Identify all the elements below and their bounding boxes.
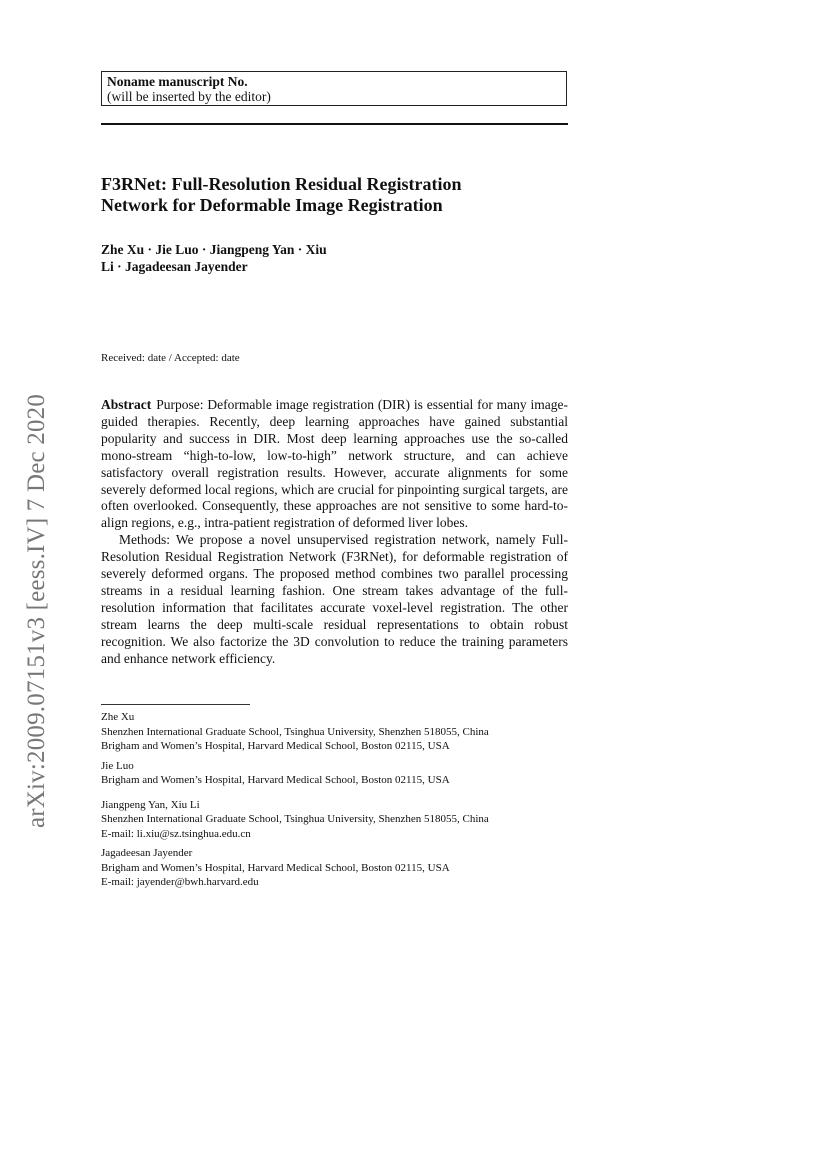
header-rule	[101, 123, 568, 125]
footnote-rule	[101, 704, 250, 705]
affiliation-block	[101, 710, 568, 754]
abstract-label: Abstract	[101, 397, 152, 412]
affiliation-block	[101, 846, 568, 890]
affiliation-name: Jagadeesan Jayender	[101, 847, 193, 859]
affiliation-line: Brigham and Women’s Hospital, Harvard Medical School, Boston 02115, USA	[101, 774, 450, 786]
abstract-text-1: Purpose: Deformable image registration (DIR) is essential for many image-guided therapies. Recently, deep learning approaches have gained substantial popularity and success in DIR. Most deep learning approaches use the so-called mono-stream “high-to-low, low-to-high” network structure, and can achieve satisfactory overall registration results. However, accurate alignments for some severely deformed local regions, which are crucial for pinpointing surgical targets, are often overlooked. Consequently, these approaches are not sensitive to some hard-to-align regions, e.g., intra-patient registration of deformed liver lobes.	[101, 397, 568, 531]
arxiv-stamp	[12, 365, 62, 857]
abstract	[101, 397, 568, 668]
affiliation-block	[101, 759, 568, 788]
affiliation-line: Shenzhen International Graduate School, Tsinghua University, Shenzhen 518055, China	[101, 813, 489, 825]
affiliation-email: E-mail: li.xiu@sz.tsinghua.edu.cn	[101, 827, 251, 840]
authors-line-2: Li · Jagadeesan Jayender	[101, 259, 248, 274]
affiliation-line: Brigham and Women’s Hospital, Harvard Medical School, Boston 02115, USA	[101, 740, 450, 752]
authors-line-1: Zhe Xu · Jie Luo · Jiangpeng Yan · Xiu	[101, 242, 327, 257]
received-date: Received: date / Accepted: date	[101, 352, 240, 364]
abstract-paragraph-2: Methods: We propose a novel unsupervised registration network, namely Full-Resolution Residual Registration Network (F3RNet), for deformable registration of severely deformed organs. The proposed method combines two parallel processing streams in a residual learning fashion. One stream takes advantage of the full-resolution information that facilitates accurate voxel-level registration. The other stream learns the deep multi-scale residual representations to obtain robust recognition. We also factorize the 3D convolution to reduce the training parameters and enhance network efficiency.	[101, 532, 568, 666]
affiliation-name: Jiangpeng Yan, Xiu Li	[101, 798, 200, 811]
affiliation-line: Shenzhen International Graduate School, Tsinghua University, Shenzhen 518055, China	[101, 725, 489, 738]
affiliations	[101, 710, 568, 895]
affiliation-name: Jie Luo	[101, 759, 134, 772]
author-list	[101, 241, 421, 275]
editor-note: (will be inserted by the editor)	[107, 89, 271, 104]
affiliation-line: Brigham and Women’s Hospital, Harvard Medical School, Boston 02115, USA	[101, 861, 450, 874]
manuscript-number: Noname manuscript No.	[107, 74, 248, 89]
paper-title	[101, 174, 571, 216]
manuscript-box	[101, 71, 567, 106]
affiliation-email: E-mail: jayender@bwh.harvard.edu	[101, 876, 259, 888]
title-line-2: Network for Deformable Image Registration	[101, 195, 443, 215]
affiliation-block	[101, 798, 568, 842]
abstract-paragraph-1	[101, 397, 568, 532]
affiliation-name: Zhe Xu	[101, 711, 135, 723]
title-line-1: F3RNet: Full-Resolution Residual Registration	[101, 174, 462, 194]
arxiv-id: arXiv:2009.07151v3 [eess.IV] 7 Dec 2020	[23, 393, 50, 829]
